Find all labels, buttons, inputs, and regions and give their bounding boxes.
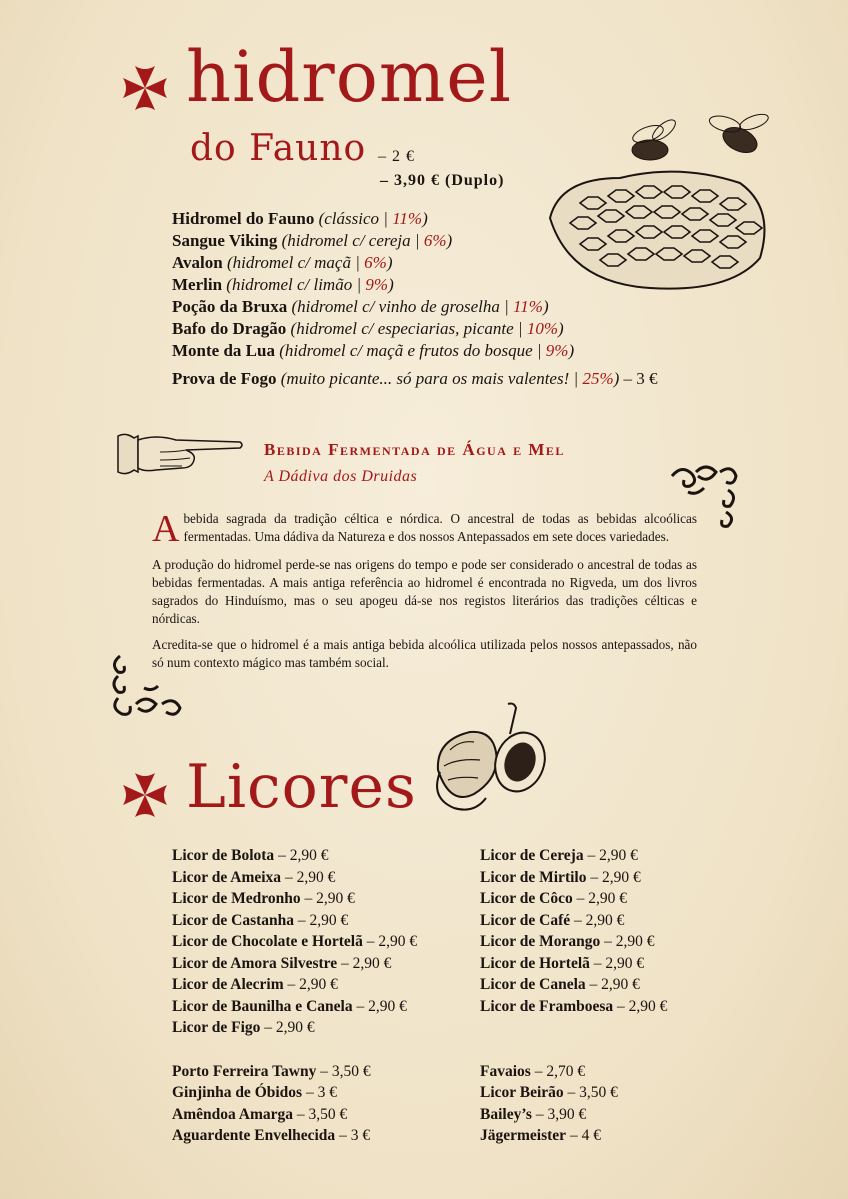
- menu-item: Licor de Cereja – 2,90 €: [480, 847, 638, 864]
- about-subheading: A Dádiva dos Druidas: [264, 468, 418, 485]
- about-paragraph-3: Acredita-se que o hidromel é a mais antiga bebida alcoólica utilizada pelos nossos antepassados, não só num contexto mágico mas também social.: [152, 637, 697, 670]
- templar-cross-icon: [121, 771, 169, 819]
- menu-item: Jägermeister – 4 €: [480, 1127, 601, 1144]
- about-heading: Bebida Fermentada de Água e Mel: [264, 440, 565, 459]
- menu-item: Licor Beirão – 3,50 €: [480, 1084, 618, 1101]
- mead-item: Hidromel do Fauno (clássico | 11%): [172, 209, 428, 228]
- mead-subtitle: do Fauno: [190, 128, 367, 169]
- about-paragraph-2: A produção do hidromel perde-se nas origens do tempo e pode ser considerado o ancestral de todas as bebidas fermentadas. A mais antiga referência ao hidromel é encontrada no Rigveda, um dos livros sagrados do Hinduísmo, mas o seu apogeu dá-se nos registos literários das tradições célticas e nórdicas.: [152, 557, 697, 626]
- menu-item: Licor de Ameixa – 2,90 €: [172, 868, 336, 886]
- menu-item: Licor de Amora Silvestre – 2,90 €: [172, 954, 392, 972]
- menu-item: Licor de Chocolate e Hortelã – 2,90 €: [172, 933, 418, 950]
- liqueurs-left-column: [172, 845, 417, 1147]
- mead-item: Avalon (hidromel c/ maçã | 6%): [172, 253, 393, 272]
- mead-item: Monte da Lua (hidromel c/ maçã e frutos do bosque | 9%): [172, 341, 575, 360]
- mead-item: Poção da Bruxa (hidromel c/ vinho de groselha | 11%): [172, 297, 549, 316]
- menu-item: Licor de Castanha – 2,90 €: [172, 911, 349, 929]
- menu-item: Licor de Canela – 2,90 €: [480, 976, 640, 993]
- pointing-hand-icon: [116, 428, 246, 478]
- menu-item: Aguardente Envelhecida – 3 €: [172, 1127, 371, 1144]
- mead-special-item: Prova de Fogo (muito picante... só para os mais valentes! | 25%) – 3 €: [172, 369, 658, 388]
- menu-item: Licor de Côco – 2,90 €: [480, 890, 627, 907]
- menu-item: Licor de Bolota – 2,90 €: [172, 847, 329, 864]
- liqueurs-title: Licores: [186, 752, 417, 822]
- menu-item: Amêndoa Amarga – 3,50 €: [172, 1105, 348, 1123]
- mead-list: [172, 208, 652, 362]
- menu-item: Licor de Morango – 2,90 €: [480, 933, 655, 950]
- menu-item: Licor de Medronho – 2,90 €: [172, 890, 355, 907]
- menu-item: Licor de Framboesa – 2,90 €: [480, 997, 668, 1015]
- menu-item: Licor de Figo – 2,90 €: [172, 1019, 315, 1036]
- templar-cross-icon: [121, 64, 169, 112]
- drop-cap: A: [152, 508, 180, 550]
- acorn-illustration: [430, 700, 550, 815]
- mead-price-single: – 2 €: [378, 148, 415, 165]
- menu-item: Licor de Mirtilo – 2,90 €: [480, 868, 641, 886]
- mead-item: Sangue Viking (hidromel c/ cereja | 6%): [172, 231, 453, 250]
- menu-item: Bailey’s – 3,90 €: [480, 1105, 587, 1123]
- bee-icon: [631, 116, 679, 160]
- menu-item: Porto Ferreira Tawny – 3,50 €: [172, 1062, 371, 1080]
- about-paragraph-1: Abebida sagrada da tradição céltica e nórdica. O ancestral de todas as bebidas alcoólicas fermentadas. Uma dádiva da Natureza e dos nossos Antepassados em sete doces variedades.: [152, 508, 697, 550]
- menu-item: Licor de Alecrim – 2,90 €: [172, 976, 338, 993]
- menu-item: Licor de Hortelã – 2,90 €: [480, 954, 645, 972]
- menu-item: Licor de Café – 2,90 €: [480, 911, 625, 929]
- menu-item: Ginjinha de Óbidos – 3 €: [172, 1084, 337, 1101]
- menu-item: Licor de Baunilha e Canela – 2,90 €: [172, 997, 407, 1015]
- menu-item: Favaios – 2,70 €: [480, 1062, 586, 1080]
- mead-title: hidromel: [186, 36, 513, 118]
- mead-item: Bafo do Dragão (hidromel c/ especiarias, picante | 10%): [172, 319, 564, 338]
- liqueurs-right-column: [480, 845, 667, 1147]
- mead-item: Merlin (hidromel c/ limão | 9%): [172, 275, 394, 294]
- mead-price-double: – 3,90 € (Duplo): [380, 172, 505, 189]
